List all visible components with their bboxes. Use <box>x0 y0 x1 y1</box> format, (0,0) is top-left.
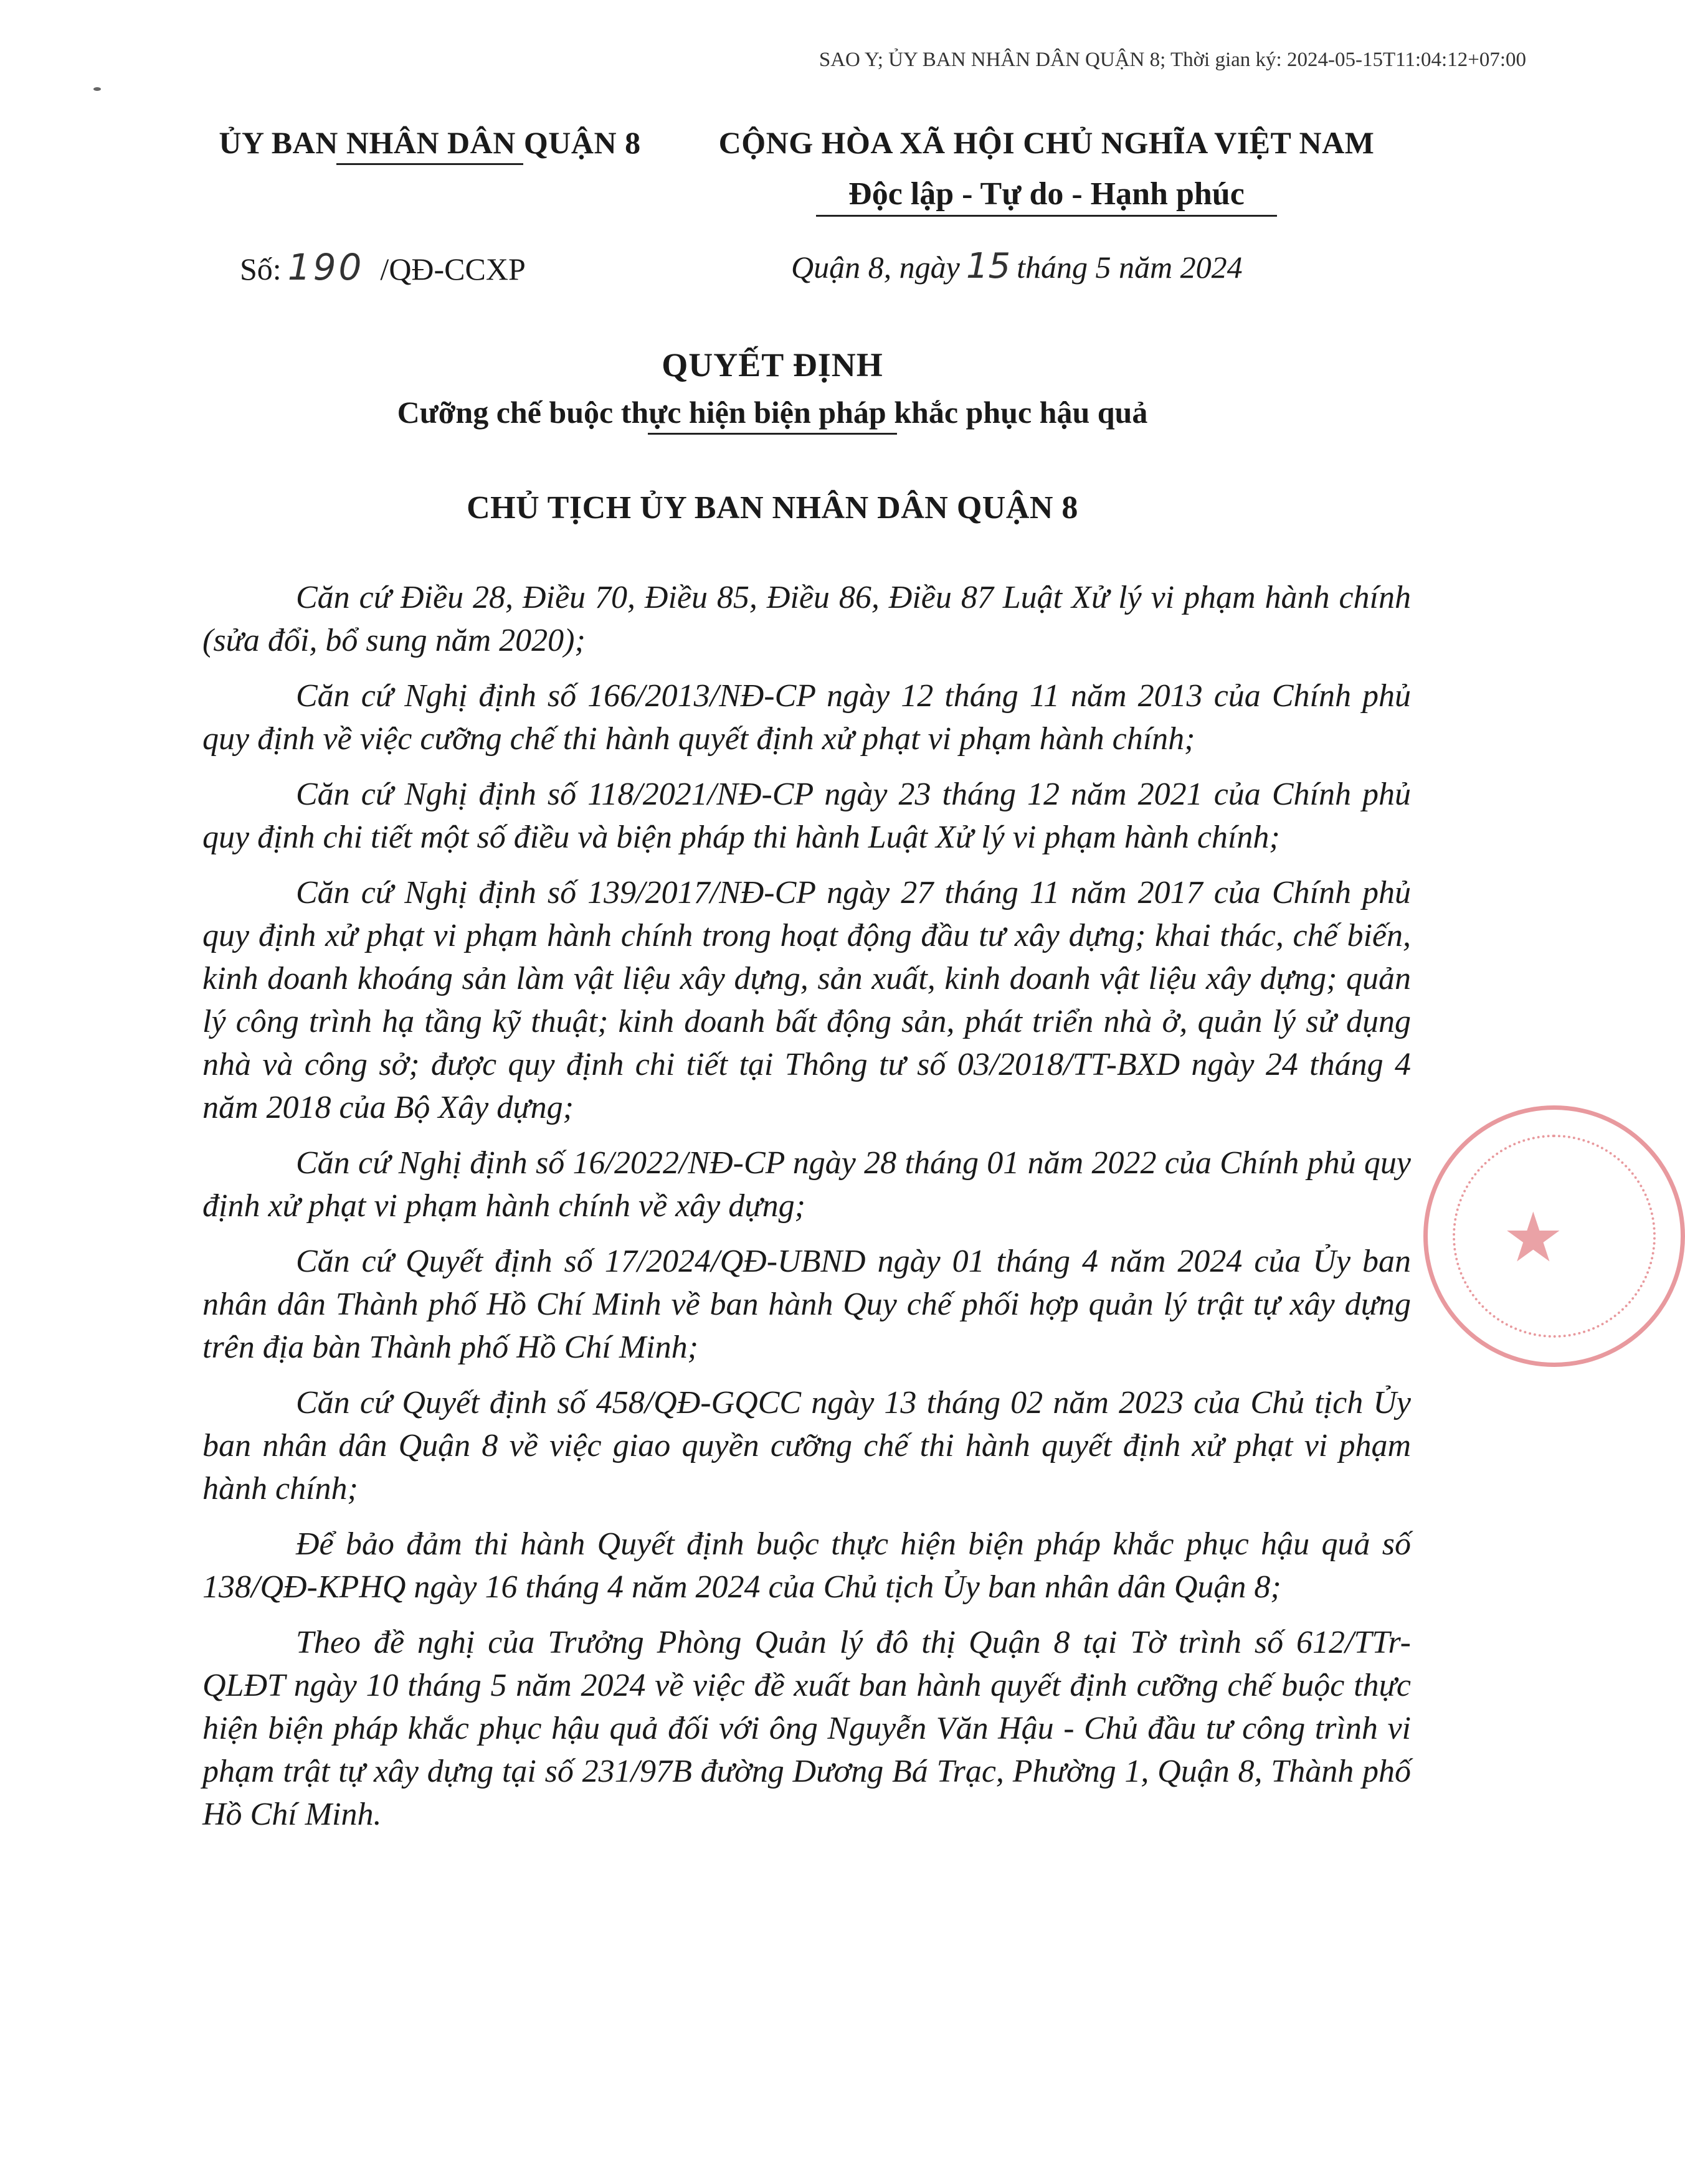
issuer-name: ỦY BAN NHÂN DÂN QUẬN 8 <box>219 125 641 160</box>
document-number <box>240 246 526 288</box>
document-title: QUYẾT ĐỊNH <box>662 346 883 384</box>
date-day-handwritten: 15 <box>966 246 1011 286</box>
national-motto: Độc lập - Tự do - Hạnh phúc <box>848 176 1245 212</box>
seal-star-icon: ★ <box>1502 1198 1564 1277</box>
scan-speck <box>93 87 101 91</box>
legal-basis-paragraph: Căn cứ Quyết định số 17/2024/QĐ-UBND ngày 01 tháng 4 năm 2024 của Ủy ban nhân dân Thành phố Hồ Chí Minh về ban hành Quy chế phối hợp quản lý trật tự xây dựng trên địa bàn Thành phố Hồ Chí Minh; <box>202 1244 1411 1365</box>
issuer-underline <box>336 163 523 165</box>
legal-basis-paragraph: Căn cứ Nghị định số 139/2017/NĐ-CP ngày 27 tháng 11 năm 2017 của Chính phủ quy định xử phạt vi phạm hành chính trong hoạt động đầu tư xây dựng; khai thác, chế biến, kinh doanh khoáng sản làm vật liệu xây dựng, sản xuất, kinh doanh vật liệu xây dựng; quản lý công trình hạ tầng kỹ thuật; kinh doanh bất động sản, phát triển nhà ở, quản lý sử dụng nhà và công sở; được quy định chi tiết tại Thông tư số 03/2018/TT-BXD ngày 24 tháng 4 năm 2018 của Bộ Xây dựng; <box>202 875 1411 1125</box>
doc-number-suffix: /QĐ-CCXP <box>380 252 526 286</box>
national-heading <box>673 125 1420 217</box>
legal-basis-paragraph: Căn cứ Nghị định số 16/2022/NĐ-CP ngày 28 tháng 01 năm 2022 của Chính phủ quy định xử phạt vi phạm hành chính về xây dựng; <box>202 1145 1411 1224</box>
digital-signature-line: SAO Y; ỦY BAN NHÂN DÂN QUẬN 8; Thời gian ký: 2024-05-15T11:04:12+07:00 <box>819 49 1526 71</box>
legal-basis-paragraph: Căn cứ Quyết định số 458/QĐ-GQCC ngày 13 tháng 02 năm 2023 của Chủ tịch Ủy ban nhân dân Quận 8 về việc giao quyền cưỡng chế thi hành quyết định xử phạt vi phạm hành chính; <box>202 1385 1411 1506</box>
doc-number-handwritten: 190 <box>287 246 364 288</box>
document-body <box>202 576 1411 1848</box>
issuer-block <box>187 125 673 165</box>
document-subtitle: Cưỡng chế buộc thực hiện biện pháp khắc phục hậu quả <box>397 395 1148 430</box>
document-header <box>0 125 1545 286</box>
legal-basis-paragraph: Căn cứ Nghị định số 118/2021/NĐ-CP ngày 23 tháng 12 năm 2021 của Chính phủ quy định chi tiết một số điều và biện pháp thi hành Luật Xử lý vi phạm hành chính; <box>202 777 1411 855</box>
doc-number-prefix: Số: <box>240 252 282 286</box>
subtitle-underline <box>648 433 897 435</box>
enforcement-purpose-paragraph: Để bảo đảm thi hành Quyết định buộc thực hiện biện pháp khắc phục hậu quả số 138/QĐ-KPHQ ngày 16 tháng 4 năm 2024 của Chủ tịch Ủy ban nhân dân Quận 8; <box>202 1526 1411 1605</box>
issuing-authority: CHỦ TỊCH ỦY BAN NHÂN DÂN QUẬN 8 <box>467 490 1078 526</box>
red-seal-stamp <box>1423 1105 1685 1367</box>
motto-underline <box>816 215 1277 217</box>
proposal-paragraph: Theo đề nghị của Trưởng Phòng Quản lý đô thị Quận 8 tại Tờ trình số 612/TTr-QLĐT ngày 10 tháng 5 năm 2024 về việc đề xuất ban hành quyết định cưỡng chế buộc thực hiện biện pháp khắc phục hậu quả đối với ông Nguyễn Văn Hậu - Chủ đầu tư công trình vi phạm trật tự xây dựng tại số 231/97B đường Dương Bá Trạc, Phường 1, Quận 8, Thành phố Hồ Chí Minh. <box>202 1625 1411 1832</box>
legal-basis-paragraph: Căn cứ Nghị định số 166/2013/NĐ-CP ngày 12 tháng 11 năm 2013 của Chính phủ quy định về việc cưỡng chế thi hành quyết định xử phạt vi phạm hành chính; <box>202 678 1411 757</box>
legal-basis-paragraph: Căn cứ Điều 28, Điều 70, Điều 85, Điều 86, Điều 87 Luật Xử lý vi phạm hành chính (sửa đổi, bổ sung năm 2020); <box>202 580 1411 658</box>
issue-date <box>791 246 1243 286</box>
country-name: CỘNG HÒA XÃ HỘI CHỦ NGHĨA VIỆT NAM <box>718 125 1375 160</box>
title-block <box>0 346 1545 526</box>
date-prefix: Quận 8, ngày <box>791 250 960 285</box>
date-suffix: tháng 5 năm 2024 <box>1017 250 1243 285</box>
